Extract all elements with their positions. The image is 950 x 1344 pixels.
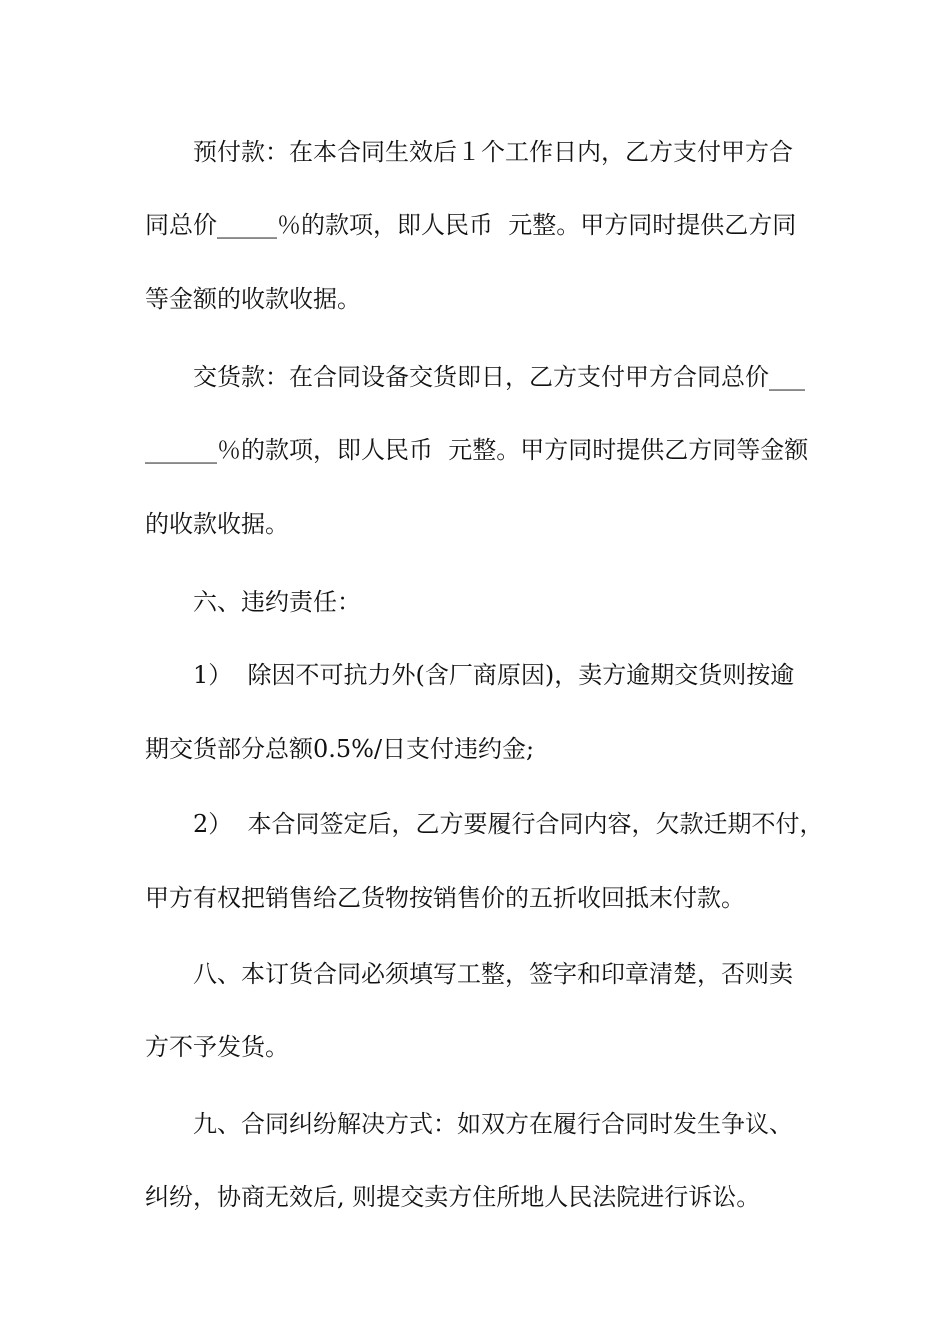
prepayment-line-1: 预付款：在本合同生效后１个工作日内，乙方支付甲方合 [193,138,793,166]
delivery-payment-line-1: 交货款：在合同设备交货即日，乙方支付甲方合同总价___ [193,363,805,391]
section-heading-breach: 六、违约责任： [193,588,361,616]
section-nine-line-2: 纠纷，协商无效后, 则提交卖方住所地人民法院进行诉讼。 [145,1183,761,1211]
breach-item-1-line-2: 期交货部分总额0.5%/日支付违约金; [145,735,535,763]
section-nine-line-1: 九、合同纠纷解决方式：如双方在履行合同时发生争议、 [193,1110,793,1138]
breach-item-1-line-1: 1） 除因不可抗力外(含厂商原因)，卖方逾期交货则按逾 [193,661,795,689]
breach-item-2-line-1: 2） 本合同签定后，乙方要履行合同内容，欠款迁期不付， [193,810,824,838]
delivery-payment-line-3: 的收款收据。 [145,510,289,538]
section-eight-line-2: 方不予发货。 [145,1033,289,1061]
delivery-payment-line-2: ______％的款项，即人民币 元整。甲方同时提供乙方同等金额 [145,436,809,464]
prepayment-line-3: 等金额的收款收据。 [145,285,361,313]
prepayment-line-2: 同总价_____％的款项，即人民币 元整。甲方同时提供乙方同 [145,211,797,239]
breach-item-2-line-2: 甲方有权把销售给乙货物按销售价的五折收回抵末付款。 [145,884,745,912]
section-eight-line-1: 八、本订货合同必须填写工整，签字和印章清楚，否则卖 [193,960,793,988]
